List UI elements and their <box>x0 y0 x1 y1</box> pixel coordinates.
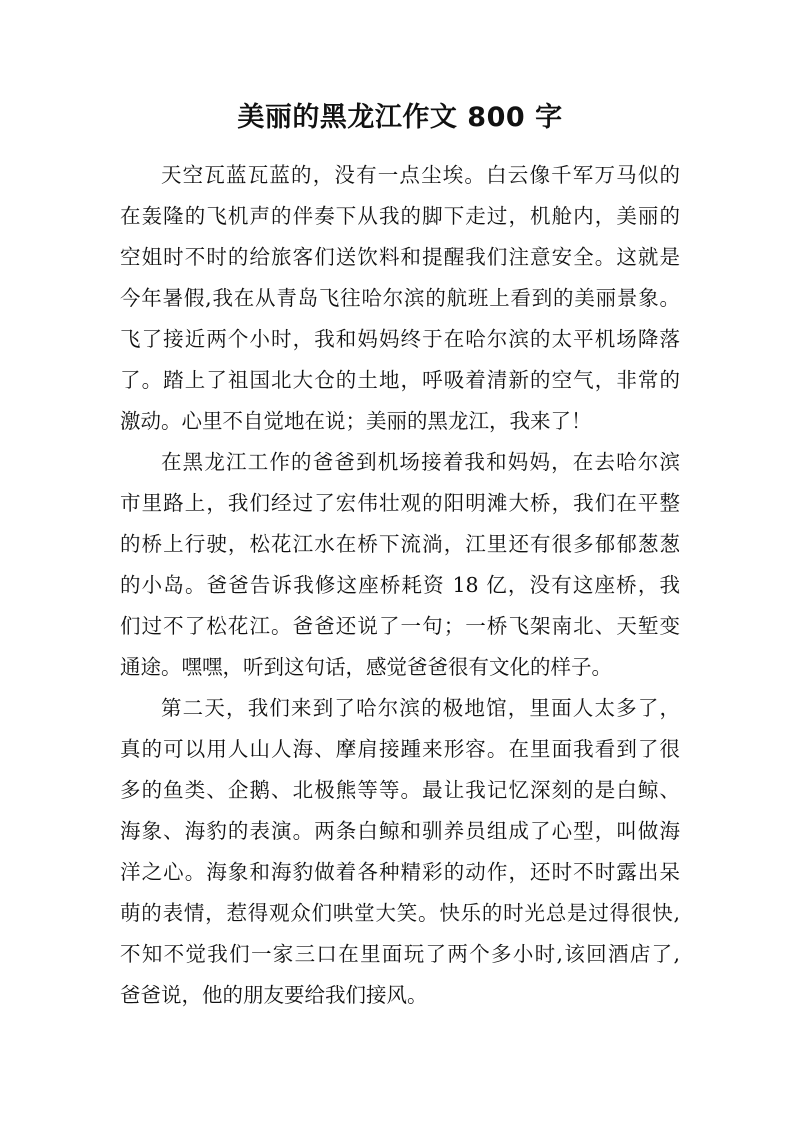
text-line: 爸爸说，他的朋友要给我们接风。 <box>120 983 428 1007</box>
text-line: 激动。心里不自觉地在说；美丽的黑龙江，我来了！ <box>120 409 592 433</box>
text-line: 们过不了松花江。爸爸还说了一句；一桥飞架南北、天堑变 <box>120 614 680 638</box>
text-line: 飞了接近两个小时，我和妈妈终于在哈尔滨的太平机场降落 <box>120 327 680 351</box>
text-line: 洋之心。海象和海豹做着各种精彩的动作，还时不时露出呆 <box>120 860 680 884</box>
text-line: 通途。嘿嘿，听到这句话，感觉爸爸很有文化的样子。 <box>120 655 612 679</box>
text-line: 在黑龙江工作的爸爸到机场接着我和妈妈，在去哈尔滨 <box>161 450 680 474</box>
text-line: 空姐时不时的给旅客们送饮料和提醒我们注意安全。这就是 <box>120 245 680 269</box>
text-line: 不知不觉我们一家三口在里面玩了两个多小时,该回酒店了, <box>120 942 680 966</box>
document-title: 美丽的黑龙江作文 800 字 <box>237 102 563 133</box>
essay-body <box>120 155 680 1016</box>
text-line: 市里路上，我们经过了宏伟壮观的阳明滩大桥，我们在平整 <box>120 491 680 515</box>
text-line: 了。踏上了祖国北大仓的土地，呼吸着清新的空气，非常的 <box>120 368 680 392</box>
text-line: 的小岛。爸爸告诉我修这座桥耗资 18 亿，没有这座桥，我 <box>120 573 680 597</box>
text-line: 今年暑假,我在从青岛飞往哈尔滨的航班上看到的美丽景象。 <box>120 286 680 310</box>
text-line: 的桥上行驶，松花江水在桥下流淌，江里还有很多郁郁葱葱 <box>120 532 680 556</box>
text-line: 萌的表情，惹得观众们哄堂大笑。快乐的时光总是过得很快, <box>120 901 680 925</box>
text-line: 天空瓦蓝瓦蓝的，没有一点尘埃。白云像千军万马似的 <box>161 163 680 187</box>
text-line: 海象、海豹的表演。两条白鲸和驯养员组成了心型，叫做海 <box>120 819 680 843</box>
text-line: 多的鱼类、企鹅、北极熊等等。最让我记忆深刻的是白鲸、 <box>120 778 680 802</box>
text-line: 真的可以用人山人海、摩肩接踵来形容。在里面我看到了很 <box>120 737 680 761</box>
text-line: 第二天，我们来到了哈尔滨的极地馆，里面人太多了， <box>161 696 680 720</box>
text-line: 在轰隆的飞机声的伴奏下从我的脚下走过，机舱内，美丽的 <box>120 204 680 228</box>
